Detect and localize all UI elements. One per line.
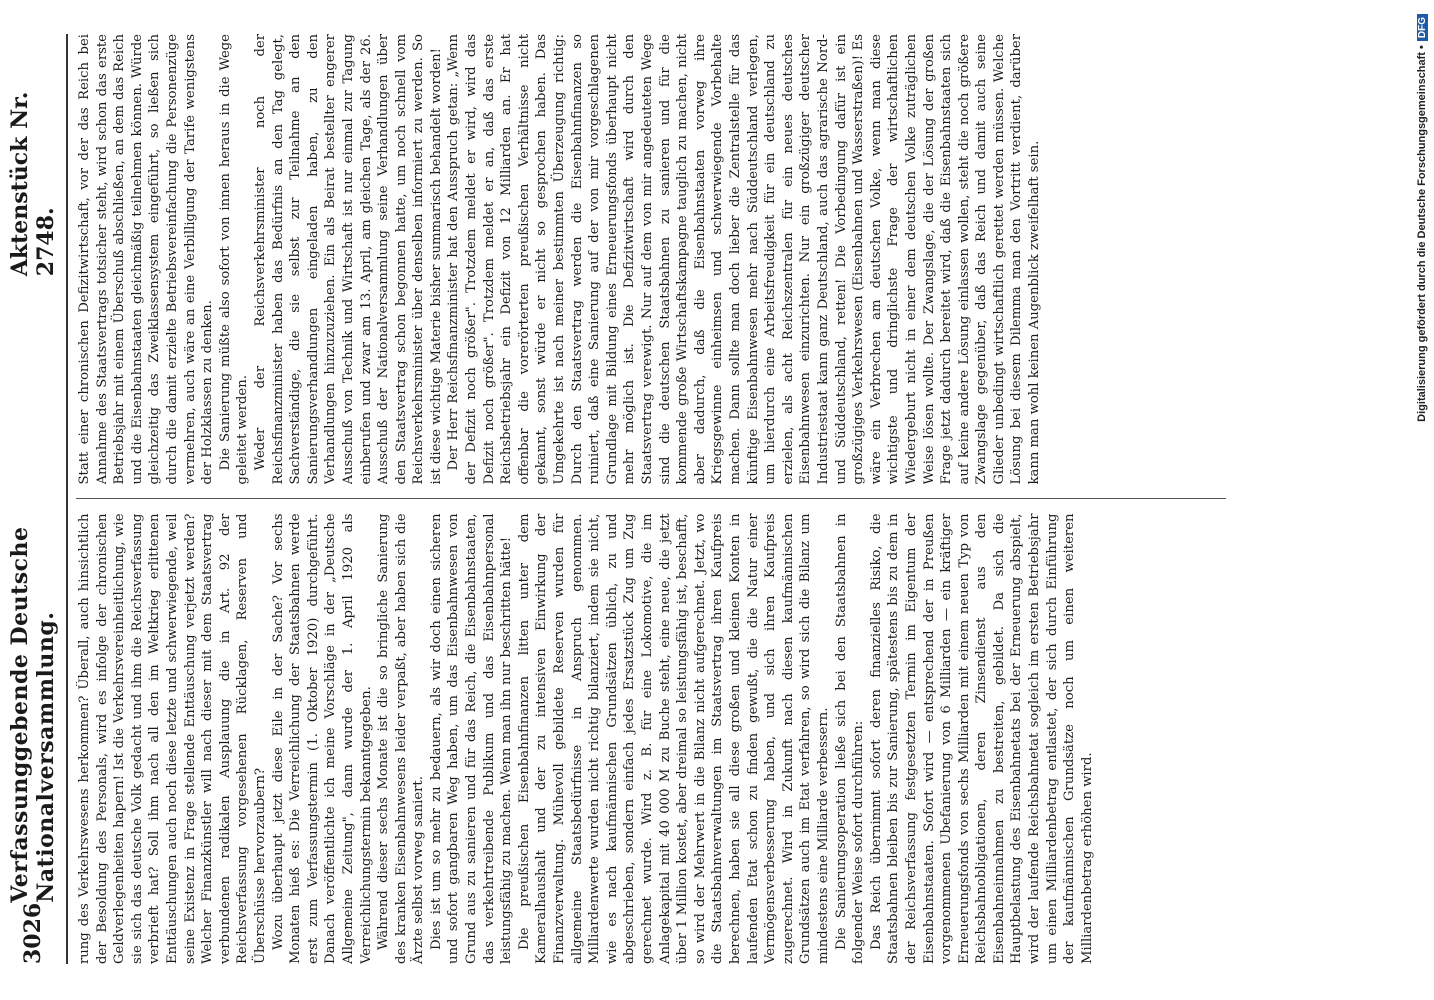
text-columns <box>76 34 1226 964</box>
page-title: Verfassunggebende Deutsche Nationalversammlung. <box>7 526 59 903</box>
page-number: 3026 <box>20 902 46 964</box>
paragraph: Die Sanierung müßte also sofort von innen heraus in die Wege geleitet werden. <box>217 34 251 485</box>
paragraph: Der Herr Reichsfinanzminister hat den Ausspruch getan: „Wenn der Defizit noch größer". Trotzdem meldet er wird, wird das Defizit noch größer". Trotzdem meldet er an, daß das erste Reichsbetriebsjahr ein Defizit von 12 Milliarden an. Er hat offenbar die vorerörterten preußischen Verhältnisse nicht gekannt, sonst würde er nicht so gesprochen haben. Das Umgekehrte ist nach meiner bestimmten Überzeugung richtig: Durch den Staatsvertrag werden die Eisenbahnfinanzen so ruiniert, daß eine Sanierung auf der von mir vorgeschlagenen Grundlage mit Bildung eines Erneuerungsfonds überhaupt nicht mehr möglich ist. Die Defizitwirtschaft wird durch den Staatsvertrag verewigt. Nur auf dem von mir angedeuteten Wege sind die deutschen Staatsbahnen zu sanieren und für die kommende große Wirtschaftskampagne tauglich zu machen, nicht aber dadurch, daß die Eisenbahnstaaten vorweg ihre Kriegsgewinne einheimsen und schwerwiegende Vorbehalte machen. Dann sollte man doch lieber die Zentralstelle für das künftige Eisenbahnwesen mehr nach Süddeutschland verlegen, um hierdurch eine Arbeitsfreudigkeit für ein deutschland zu erzielen, als acht Reichszentralen für ein neues deutsches Eisenbahnwesen einzurichten. Nur ein großzügiger deutscher Industriestaat kann ganz Deutschland, auch das agrarische Nord- und Süddeutschland, retten! Die Vorbedingung dafür ist ein großzügiges Verkehrswesen (Eisenbahnen und Wasserstraßen)! Es wäre ein Verbrechen am deutschen Volke, wenn man diese wichtigste und dringlichste Frage der wirtschaftlichen Wiedergeburt nicht in einer dem deutschen Volke zuträglichen Weise lösen wollte. Der Zwangslage, die der Lösung der großen Frage jetzt dadurch bereitet wird, daß die Eisenbahnstaaten sich auf keine andere Lösung einlassen wollen, steht die noch größere Zwangslage gegenüber, daß das Reich und damit auch seine Glieder unbedingt wirtschaftlich gerettet werden müssen. Welche Lösung bei diesem Dilemma man den Vortritt verdient, darüber kann man wohl keinen Augenblick zweifelhaft sein. <box>446 34 1043 485</box>
paragraph: Das Reich übernimmt sofort deren finanzielles Risiko, die Staatsbahnen bleiben bis zur Sanierung, spätestens bis zu dem in der Reichsverfassung festgesetzten Termin im Eigentum der Eisenbahnstaaten. Sofort wird — entsprechend der in Preußen vorgenommenen Ubefanierung von 6 Milliarden — ein kräftiger Erneuerungsfonds von sechs Milliarden mit einem neuen Typ von Reichsbahnobligationen, deren Zinsendienst aus den Eisenbahneinnahmen zu bestreiten, gebildet. Da sich die Hauptbelastung des Eisenbahnetats bei der Erneuerung abspielt, wird der laufende Reichsbahnetat sogleich im ersten Betriebsjahr um einen Milliardenbetrag entlastet, der sich durch Einführung der kaufmännischen Grundsätze noch um einen weiteren Milliardenbetrag erhöhen wird. <box>868 513 1095 964</box>
paragraph: Während dieser sechs Monate ist die so bringliche Sanierung des kranken Eisenbahnwesens leider verpaßt, aber haben sich die Ärzte selbst vorweg saniert. <box>376 513 427 964</box>
credit-text: Digitalisierung gefördert durch die Deutsche Forschungsgemeinschaft • <box>1416 45 1428 422</box>
left-column <box>76 514 1226 965</box>
paragraph: Die Sanierungsoperation ließe sich bei den Staatsbahnen in folgender Weise sofort durchführen: <box>833 513 867 964</box>
paragraph: Weder der Reichsverkehrsminister noch der Reichsfinanzminister haben das Bedürfnis an den Tag gelegt, Sachverständige, die sie selbst zur Teilnahme an den Sanierungsverhandlungen eingeladen haben, zu den Verhandlungen hinzuzuziehen. Ein als Beirat bestellter engerer Ausschuß von Technik und Wirtschaft ist nur einmal zur Tagung einberufen und zwar am 13. April, am gleichen Tage, als der 26. Ausschuß der Nationalversammlung seine Verhandlungen über den Staatsvertrag schon begonnen hatte, um noch schnell vom Reichsverkehrsminister über denselben informiert zu werden. So ist diese wichtige Materie bisher summarisch behandelt worden! <box>252 34 444 485</box>
paragraph: Wozu überhaupt jetzt diese Eile in der Sache? Vor sechs Monaten hieß es: Die Verreichlichung der Staatsbahnen werde erst zum Verfassungstermin (1. Oktober 1920) durchgeführt. Danach veröffentlichte ich meine Vorschläge in der „Deutsche Allgemeine Zeitung", dann wurde der 1. April 1920 als Verreichlichungstermin bekanntgegeben. <box>270 513 374 964</box>
paragraph: Die preußischen Eisenbahnfinanzen litten unter dem Kameralhaushalt und der zu intensiven Einwirkung der Finanzverwaltung. Mühevoll gebildete Reserven wurden für allgemeine Staatsbedürfnisse in Anspruch genommen. Milliardenwerte wurden nicht richtig bilanziert, indem sie nicht, wie es nach kaufmännischen Grundsätzen üblich, zu und abgeschrieben, sondern einfach jedes Ersatzstück Zug um Zug gerechnet wurde. Wird z. B. für eine Lokomotive, die im Anlagekapital mit 40 000 M zu Buche steht, eine neue, die jetzt über 1 Million kostet, aber dreimal so leistungsfähig ist, beschafft, so wird der Mehrwert in die Bilanz nicht aufgerechnet. Jetzt, wo die Staatsbahnverwaltungen im Staatsvertrag ihren Kaufpreis berechnen, haben sie all diese großen und kleinen Konten in laufenden Etat schon zu finden gewußt, die die Natur einer Vermögensverbesserung haben, und sich ihren Kaufpreis zugerechnet. Wird in Zukunft nach diesen kaufmännischen Grundsätzen auch im Etat verfahren, so wird sich die Bilanz um mindestens eine Milliarde verbessern. <box>516 513 831 964</box>
paragraph: Statt einer chronischen Defizitwirtschaft, vor der das Reich bei Annahme des Staatsvertrags totsicher steht, wird schon das erste Betriebsjahr mit einem Überschuß abschließen, an dem das Reich und die Eisenbahnstaaten gleichmäßig teilnehmen können. Würde gleichzeitig das Zweiklassensystem eingeführt, so ließen sich durch die damit erzielte Betriebsvereinfachung die Personenzüge vermehren, auch wäre an eine Verbilligung der Tarife wenigstens der Holzklassen zu denken. <box>77 34 216 485</box>
aktenstueck-label: Aktenstück Nr. 2748. <box>7 91 59 277</box>
digitization-credit <box>1412 14 1432 986</box>
paragraph: rung des Verkehrswesens herkommen? Überall, auch hinsichtlich der Besoldung des Personals, wird es infolge der chronischen Geldverlegenheiten hapern! Ist die Verkehrsvereinheitlichung, wie sie sich das deutsche Volk gedacht und ihm die Reichsverfassung verbrieft hat? Soll ihm nach all den im Weltkrieg erlittenen Enttäuschungen auch noch diese letzte und schwerwiegende, weil seine Existenz in Frage stellende Enttäuschung verjetzt werden? Welcher Finanzkünstler will nach dieser mit dem Staatsvertrag verbundenen radikalen Ausplauung die in Art. 92 der Reichsverfassung vorgesehenen Rücklagen, Reserven und Überschüsse hervorzaubern? <box>77 513 268 964</box>
column-divider <box>76 499 1226 500</box>
paragraph: Dies ist um so mehr zu bedauern, als wir doch einen sicheren und sofort gangbaren Weg haben, um das Eisenbahnwesen von Grund aus zu sanieren und für das Reich, die Eisenbahnstaaten, das verkehrtreibende Publikum und das Eisenbahnpersonal leistungsfähig zu machen. Wenn man ihn nur beschritten hätte! <box>428 513 515 964</box>
right-column <box>76 34 1226 485</box>
page-header <box>0 34 68 964</box>
dfg-logo: DFG <box>1417 14 1428 41</box>
